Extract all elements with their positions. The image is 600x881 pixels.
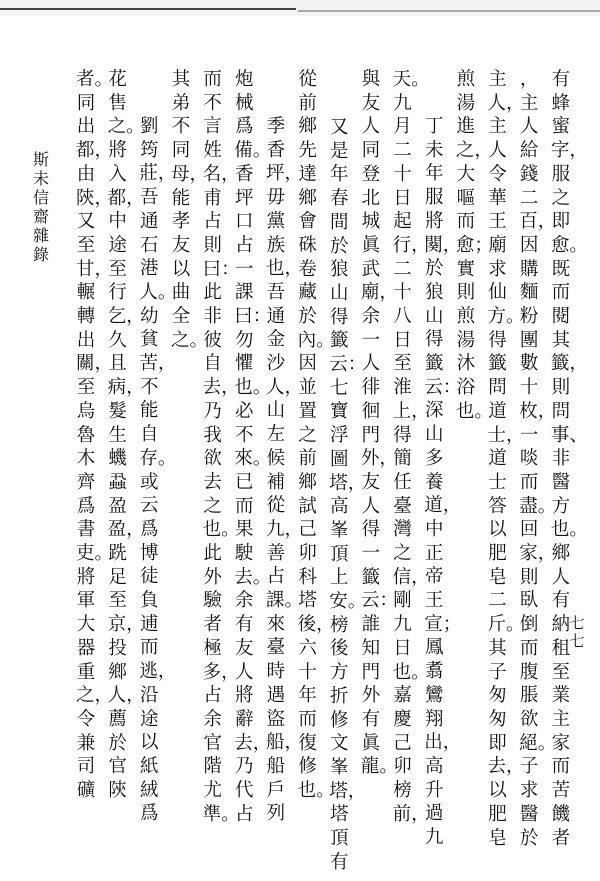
- text-column-6: 天。九月二十日起行，二十八日至淮上，得簡任臺灣之信，剛九日也。嘉慶己卯榜前，: [392, 69, 430, 825]
- text-column-1: 有蜂蜜字，服之即愈。既而閱其籤，則問事、非醫方也。鄉人有納租至業主家而苦饑者: [550, 69, 588, 849]
- text-column-8: 又是年春間於狼山得籤云：七寶浮圖塔，高峯頂上安。榜後方折修文峯塔，塔頂有: [329, 117, 367, 873]
- text-column-7: 與友人同登北城眞武廟，余一人徘徊門外，友人得一籤云：誰知門外有眞龍。: [360, 69, 398, 778]
- text-column-5: 丁未年服將闋，於狼山得籤云：深山多養道，中正帝王宣；鳳翥鸞翔出，高升過九: [424, 116, 462, 849]
- text-column-14: 劉筠莊，吾通石港人。幼貧苦，不能自存。或云爲博徒負逋而逃，沿途以紙絨爲: [139, 116, 177, 825]
- text-column-13: 其弟不同母，能孝友以曲全之。: [170, 69, 208, 351]
- running-title: 斯未信齋雜錄: [32, 150, 49, 264]
- text-column-16: 者。同出都，由陝，又至甘，輾轉出關，至烏魯木齊爲書吏。將軍大器重之，令兼司礦: [76, 69, 114, 802]
- text-column-10: 季香坪，毋黨族也，吾通金沙人，山左候補從九，善占課。來臺時遇盜船，船戶列: [265, 116, 303, 825]
- text-column-9: 從前鄉先達鄉會硃卷藏於內。因並置之前鄉試己卯科塔後，六十年而復修也。: [297, 69, 335, 802]
- text-column-3: 主人，主人令華王廟求仙方。得籤問道士，道士答以肥皂二斤。其子匆匆即去，以肥皂: [487, 69, 525, 849]
- text-column-4: 煎湯進之，大嘔而愈；實則煎湯沐浴也。: [455, 69, 493, 422]
- text-column-15: 花售之。將入都，中途至行乞，久且病，髮生蟣蝨盈盈，跣足至京，投鄉人，薦於官陝: [107, 69, 145, 802]
- text-column-2: ，主人給錢二百，因購麵粉團數十枚，一啖而盡。回家，則臥倒而腹脹欲絕。子求醫於: [519, 69, 557, 849]
- text-column-12: 而不言姓名，甫占則曰：此非彼自去，乃我欲去之也。此外驗者極多，占余官階尤準。: [202, 69, 240, 825]
- top-edge-rule: [0, 0, 600, 16]
- text-column-11: 炮械爲備。香坪口占一課曰：勿懼也。必不來。已而果駛去。余有友人將辭去，乃代占: [234, 69, 272, 825]
- page-number: 七七: [569, 614, 585, 650]
